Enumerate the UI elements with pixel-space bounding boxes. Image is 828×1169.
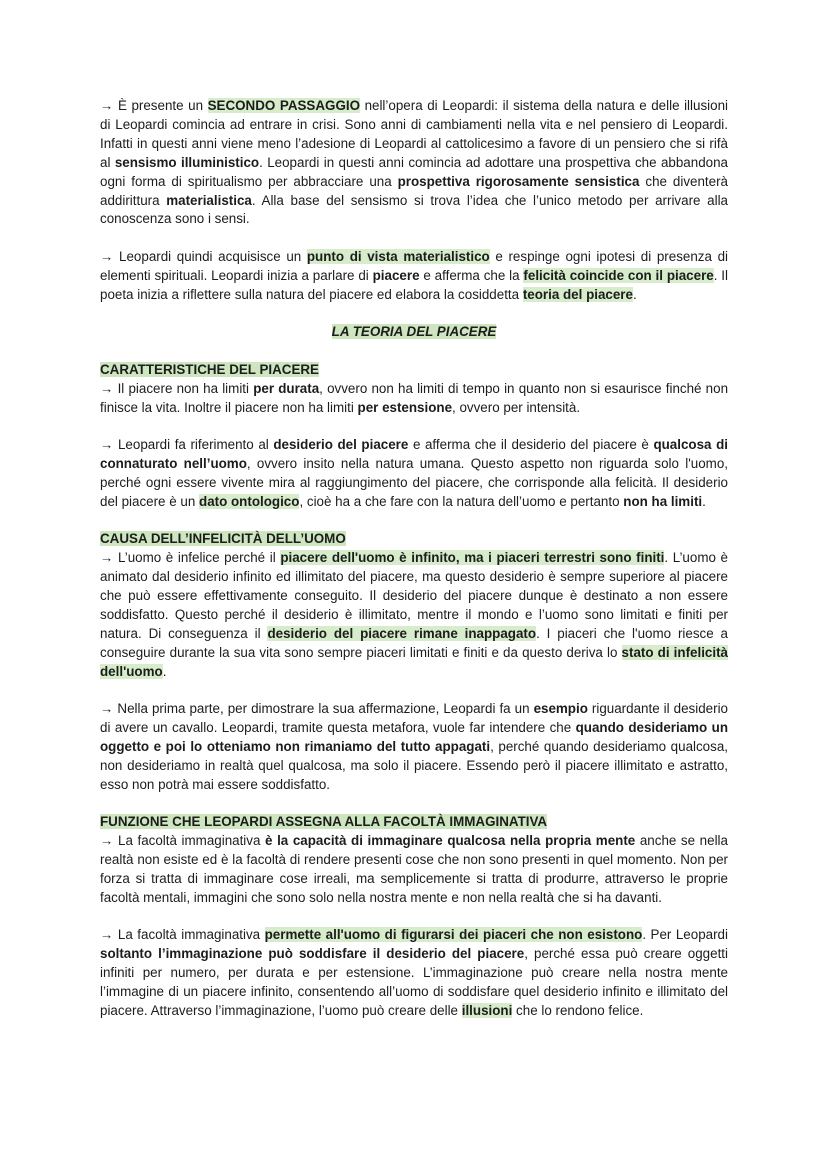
highlight-piacere-infinito: piacere dell'uomo è infinito, ma i piaceri terrestri sono finiti bbox=[280, 550, 665, 566]
paragraph-desiderio: → Leopardi fa riferimento al desiderio del piacere e afferma che il desiderio del piacere è qualcosa di connaturato nell’uomo, ovvero insito nella natura umana. Questo aspetto non riguarda solo l'uomo, perché ogni essere vivente mira al raggiungimento del piacere, che corrisponde alla felicità. Il desiderio del piacere è un dato ontologico, cioè ha a che fare con la natura dell’uomo e pertanto non ha limiti. bbox=[100, 437, 729, 509]
paragraph-facolta: → La facoltà immaginativa è la capacità di immaginare qualcosa nella propria mente anche se nella realtà non esiste ed è la facoltà di rendere presenti cose che non sono presenti in quel momento. Non per forza si tratta di immaginare cose irreali, ma semplicemente si tratta di produrre, attraverso le proprie facoltà mentali, immagini che sono solo nella nostra mente e non nella realtà che si ha davanti. bbox=[100, 833, 728, 905]
heading-causa-infelicita: CAUSA DELL’INFELICITÀ DELL’UOMO bbox=[100, 531, 346, 547]
highlight-felicita: felicità coincide con il piacere bbox=[523, 267, 714, 283]
highlight-secondo-passaggio: SECONDO PASSAGGIO bbox=[207, 98, 360, 113]
section-title: LA TEORIA DEL PIACERE bbox=[331, 324, 497, 340]
paragraph-limiti: → Il piacere non ha limiti per durata, ovvero non ha limiti di tempo in quanto non si esaurisce finché non finisce la vita. Inoltre il piacere non ha limiti per estensione, ovvero per intensità. bbox=[100, 380, 729, 415]
highlight-illusioni: illusioni bbox=[461, 1003, 513, 1018]
highlight-figurarsi-piaceri: permette all'uomo di figurarsi dei piaceri che non esistono bbox=[264, 927, 643, 943]
highlight-punto-di-vista: punto di vista materialistico bbox=[306, 248, 490, 264]
paragraph-secondo-passaggio: → È presente un SECONDO PASSAGGIO nell’opera di Leopardi: il sistema della natura e delle illusioni di Leopardi comincia ad entrare in crisi. Sono anni di cambiamenti nella vita e nel pensiero di Leopardi. Infatti in questi anni viene meno l’adesione di Leopardi al cattolicesimo a favore di un pensiero che si rifà al sensismo illuministico. Leopardi in questi anni comincia ad adottare una prospettiva che abbandona ogni forma di spiritualismo per abbracciare una prospettiva rigorosamente sensistica che diventerà addirittura materialistica. Alla base del sensismo si trova l’idea che l’unico metodo per arrivare alla conoscenza sono i sensi. bbox=[100, 98, 728, 227]
highlight-inappagato: desiderio del piacere rimane inappagato bbox=[267, 625, 537, 641]
document-page bbox=[100, 97, 728, 1021]
paragraph-cavallo: → Nella prima parte, per dimostrare la sua affermazione, Leopardi fa un esempio riguardante il desiderio di avere un cavallo. Leopardi, tramite questa metafora, vuole far intendere che quando desideriamo un oggetto e poi lo otteniamo non rimaniamo del tutto appagati, perché quando desideriamo qualcosa, non desideriamo in realtà quel qualcosa, ma solo il piacere. Essendo però il piacere illimitato e astratto, esso non potrà mai essere soddisfatto. bbox=[100, 701, 728, 792]
paragraph-infelicita: → L’uomo è infelice perché il piacere dell'uomo è infinito, ma i piaceri terrestri sono finiti. L’uomo è animato dal desiderio infinito ed illimitato del piacere, ma questo desiderio è sempre superiore al piacere che può essere effettivamente conseguito. Il desiderio del piacere dunque è destinato a non essere soddisfatto. Questo perché il desiderio è illimitato, mentre il mondo e l’uomo sono limitati e finiti per natura. Di conseguenza il desiderio del piacere rimane inappagato. I piaceri che l'uomo riesce a conseguire durante la sua vita sono sempre piaceri limitati e finiti e da questo deriva lo stato di infelicità dell'uomo. bbox=[100, 550, 729, 679]
heading-caratteristiche: CARATTERISTICHE DEL PIACERE bbox=[100, 361, 319, 377]
paragraph-illusioni: → La facoltà immaginativa permette all'uomo di figurarsi dei piaceri che non esistono. Per Leopardi soltanto l’immaginazione può soddisfare il desiderio del piacere, perché essa può creare oggetti infiniti per numero, per durata e per estensione. L’immaginazione può creare nella nostra mente l’immagine di un piacere infinito, consentendo all’uomo di soddisfare quel desiderio infinito e illimitato del piacere. Attraverso l’immaginazione, l’uomo può creare delle illusioni che lo rendono felice. bbox=[100, 927, 728, 1018]
highlight-stato-infelicita: stato di infelicità dell'uomo bbox=[100, 644, 729, 679]
paragraph-materialismo: → Leopardi quindi acquisisce un punto di vista materialistico e respinge ogni ipotesi di presenza di elementi spirituali. Leopardi inizia a parlare di piacere e afferma che la felicità coincide con il piacere. Il poeta inizia a riflettere sulla natura del piacere ed elabora la cosiddetta teoria del piacere. bbox=[100, 248, 729, 302]
highlight-dato-ontologico: dato ontologico bbox=[199, 493, 300, 509]
highlight-teoria-del-piacere: teoria del piacere bbox=[522, 286, 633, 302]
heading-facolta-immaginativa: FUNZIONE CHE LEOPARDI ASSEGNA ALLA FACOLTÀ IMMAGINATIVA bbox=[100, 814, 548, 830]
